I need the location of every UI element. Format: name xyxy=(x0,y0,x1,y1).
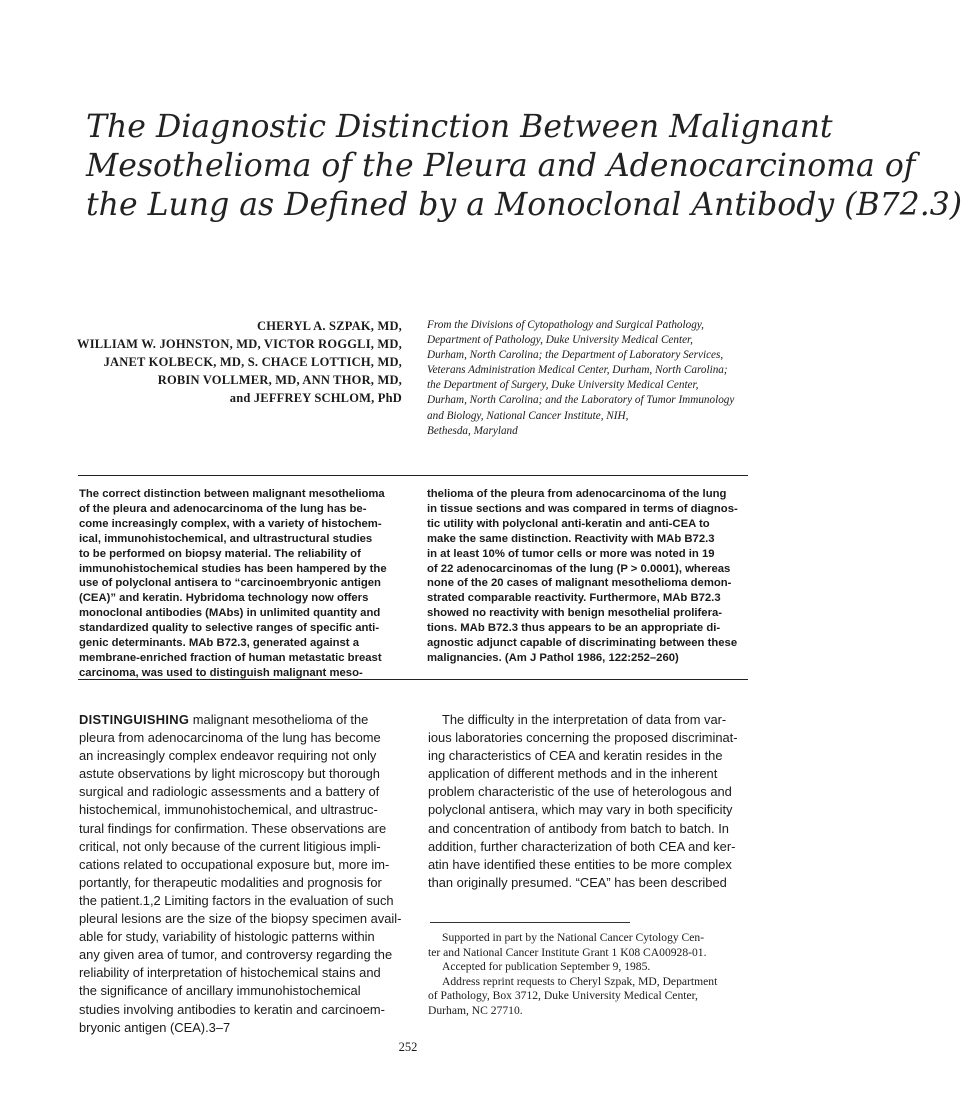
footnote-line: Supported in part by the National Cancer Cytology Cen- xyxy=(442,931,705,944)
body-line: than originally presumed. “CEA” has been described xyxy=(428,874,727,890)
abstract-line: in tissue sections and was compared in terms of diagnos- xyxy=(427,502,738,515)
affiliation-line: the Department of Surgery, Duke University Medical Center, xyxy=(427,379,699,392)
abstract-line: none of the 20 cases of malignant mesothelioma demon- xyxy=(427,577,732,590)
body-line xyxy=(79,711,399,729)
body-line: an increasingly complex endeavor requiring not only xyxy=(79,748,377,764)
author-line: JANET KOLBECK, MD, S. CHACE LOTTICH, MD, xyxy=(103,355,402,369)
body-line: pleural lesions are the size of the biopsy specimen avail- xyxy=(79,911,402,927)
affiliation-line: Durham, North Carolina; and the Laboratory of Tumor Immunology xyxy=(427,394,735,407)
body-line: application of different methods and in the inherent xyxy=(428,766,718,782)
footnotes xyxy=(428,931,758,1019)
page-number: 252 xyxy=(398,1040,418,1054)
author-line: WILLIAM W. JOHNSTON, MD, VICTOR ROGGLI, MD, xyxy=(77,337,402,351)
affiliation-line: Bethesda, Maryland xyxy=(427,424,518,437)
abstract-line: (CEA)” and keratin. Hybridoma technology now offers xyxy=(79,592,369,605)
body-line: reliability of interpretation of histochemical stains and xyxy=(79,965,381,981)
abstract-line: use of polyclonal antisera to “carcinoembryonic antigen xyxy=(79,577,381,590)
body-line: The difficulty in the interpretation of data from var- xyxy=(442,712,727,727)
body-line: the significance of ancillary immunohistochemical xyxy=(79,983,361,999)
body-line: ing characteristics of CEA and keratin resides in the xyxy=(428,748,723,764)
affiliation-line: Veterans Administration Medical Center, Durham, North Carolina; xyxy=(427,364,728,377)
abstract-line: thelioma of the pleura from adenocarcinoma of the lung xyxy=(427,488,727,500)
abstract-line: in at least 10% of tumor cells or more was noted in 19 xyxy=(427,547,715,560)
footnote-rule xyxy=(430,922,630,923)
footnote-line: of Pathology, Box 3712, Duke University Medical Center, xyxy=(428,989,698,1003)
abstract-line: come increasingly complex, with a variety of histochem- xyxy=(79,517,382,530)
body-line: addition, further characterization of both CEA and ker- xyxy=(428,838,736,854)
abstract-top-rule xyxy=(78,475,748,476)
body-line: atin have identified these entities to be more complex xyxy=(428,856,732,872)
affiliation xyxy=(427,318,787,439)
author-line: CHERYL A. SZPAK, MD, xyxy=(256,319,402,333)
abstract-line: tic utility with polyclonal anti-keratin and anti-CEA to xyxy=(427,517,710,530)
abstract-line: malignancies. (Am J Pathol 1986, 122:252–260) xyxy=(427,651,679,664)
body-line: able for study, variability of histologic patterns within xyxy=(79,929,375,945)
footnote-line: ter and National Cancer Institute Grant 1 K08 CA00928-01. xyxy=(428,945,707,959)
affiliation-line: Department of Pathology, Duke University Medical Center, xyxy=(427,334,693,347)
abstract-line: of 22 adenocarcinomas of the lung (P > 0.0001), whereas xyxy=(427,562,731,575)
author-line: ROBIN VOLLMER, MD, ANN THOR, MD, xyxy=(157,373,402,387)
body-line: ious laboratories concerning the proposed discriminat- xyxy=(428,730,738,746)
abstract-line: immunohistochemical studies has been hampered by the xyxy=(79,562,387,575)
abstract-line: The correct distinction between malignant mesothelioma xyxy=(79,488,385,500)
opening-word: DISTINGUISHING xyxy=(79,712,190,727)
abstract-line: ical, immunohistochemical, and ultrastructural studies xyxy=(79,532,373,545)
body-line: tural findings for confirmation. These observations are xyxy=(79,820,387,836)
abstract-line: to be performed on biopsy material. The reliability of xyxy=(79,547,361,560)
body-line: polyclonal antisera, which may vary in both specificity xyxy=(428,802,733,818)
abstract-right-column xyxy=(427,487,748,666)
body-line: pleura from adenocarcinoma of the lung has become xyxy=(79,730,381,746)
title-line: The Diagnostic Distinction Between Malignant xyxy=(86,109,833,145)
abstract-line: showed no reactivity with benign mesothelial prolifera- xyxy=(427,607,723,620)
body-line: bryonic antigen (CEA).3–7 xyxy=(79,1019,231,1035)
affiliation-line: Durham, North Carolina; the Department of Laboratory Services, xyxy=(427,349,724,362)
title-line: the Lung as Defined by a Monoclonal Antibody (B72.3) xyxy=(86,187,962,223)
abstract-line: of the pleura and adenocarcinoma of the lung has be- xyxy=(79,502,367,515)
abstract-left-column xyxy=(79,487,400,681)
abstract-line: monoclonal antibodies (MAbs) in unlimited quantity and xyxy=(79,607,381,620)
author-list xyxy=(40,317,402,407)
body-left-column xyxy=(79,711,402,1037)
footnote-line: Accepted for publication September 9, 1985. xyxy=(442,960,651,974)
body-line: histochemical, immunohistochemical, and ultrastruc- xyxy=(79,802,378,818)
abstract-line: strated comparable reactivity. Furthermore, MAb B72.3 xyxy=(427,592,721,605)
body-line: astute observations by light microscopy but thorough xyxy=(79,766,380,782)
abstract-line: make the same distinction. Reactivity with MAb B72.3 xyxy=(427,532,715,545)
body-line: surgical and radiologic assessments and a battery of xyxy=(79,784,380,800)
affiliation-line: From the Divisions of Cytopathology and Surgical Pathology, xyxy=(427,319,704,331)
body-line: studies involving antibodies to keratin and carcinoem- xyxy=(79,1001,385,1017)
footnote-line: Address reprint requests to Cheryl Szpak, MD, Department xyxy=(442,974,718,988)
abstract-line: genic determinants. MAb B72.3, generated against a xyxy=(79,637,359,650)
footnote-line: Durham, NC 27710. xyxy=(428,1003,523,1017)
body-line: critical, not only because of the current litigious impli- xyxy=(79,838,381,854)
body-line: problem characteristic of the use of heterologous and xyxy=(428,784,732,800)
affiliation-line: and Biology, National Cancer Institute, NIH, xyxy=(427,409,629,422)
abstract-line: agnostic adjunct capable of discriminating between these xyxy=(427,637,738,650)
body-line: cations related to occupational exposure but, more im- xyxy=(79,856,390,872)
abstract-line: carcinoma, was used to distinguish malignant meso- xyxy=(79,666,363,679)
article-title xyxy=(86,108,962,225)
body-line: and concentration of antibody from batch to batch. In xyxy=(428,820,729,836)
abstract-line: membrane-enriched fraction of human metastatic breast xyxy=(79,651,382,664)
body-line: the patient.1,2 Limiting factors in the evaluation of such xyxy=(79,892,394,908)
author-line: and JEFFREY SCHLOM, PhD xyxy=(229,391,402,405)
body-line: any given area of tumor, and controversy regarding the xyxy=(79,947,393,963)
body-line: portantly, for therapeutic modalities and prognosis for xyxy=(79,874,382,890)
abstract-line: tions. MAb B72.3 thus appears to be an appropriate di- xyxy=(427,622,721,635)
body-right-column xyxy=(428,711,748,892)
abstract-line: standardized quality to selective ranges of specific anti- xyxy=(79,622,380,635)
opening-line-rest: malignant mesothelioma of the xyxy=(189,712,369,727)
title-line: Mesothelioma of the Pleura and Adenocarcinoma of xyxy=(86,148,916,184)
